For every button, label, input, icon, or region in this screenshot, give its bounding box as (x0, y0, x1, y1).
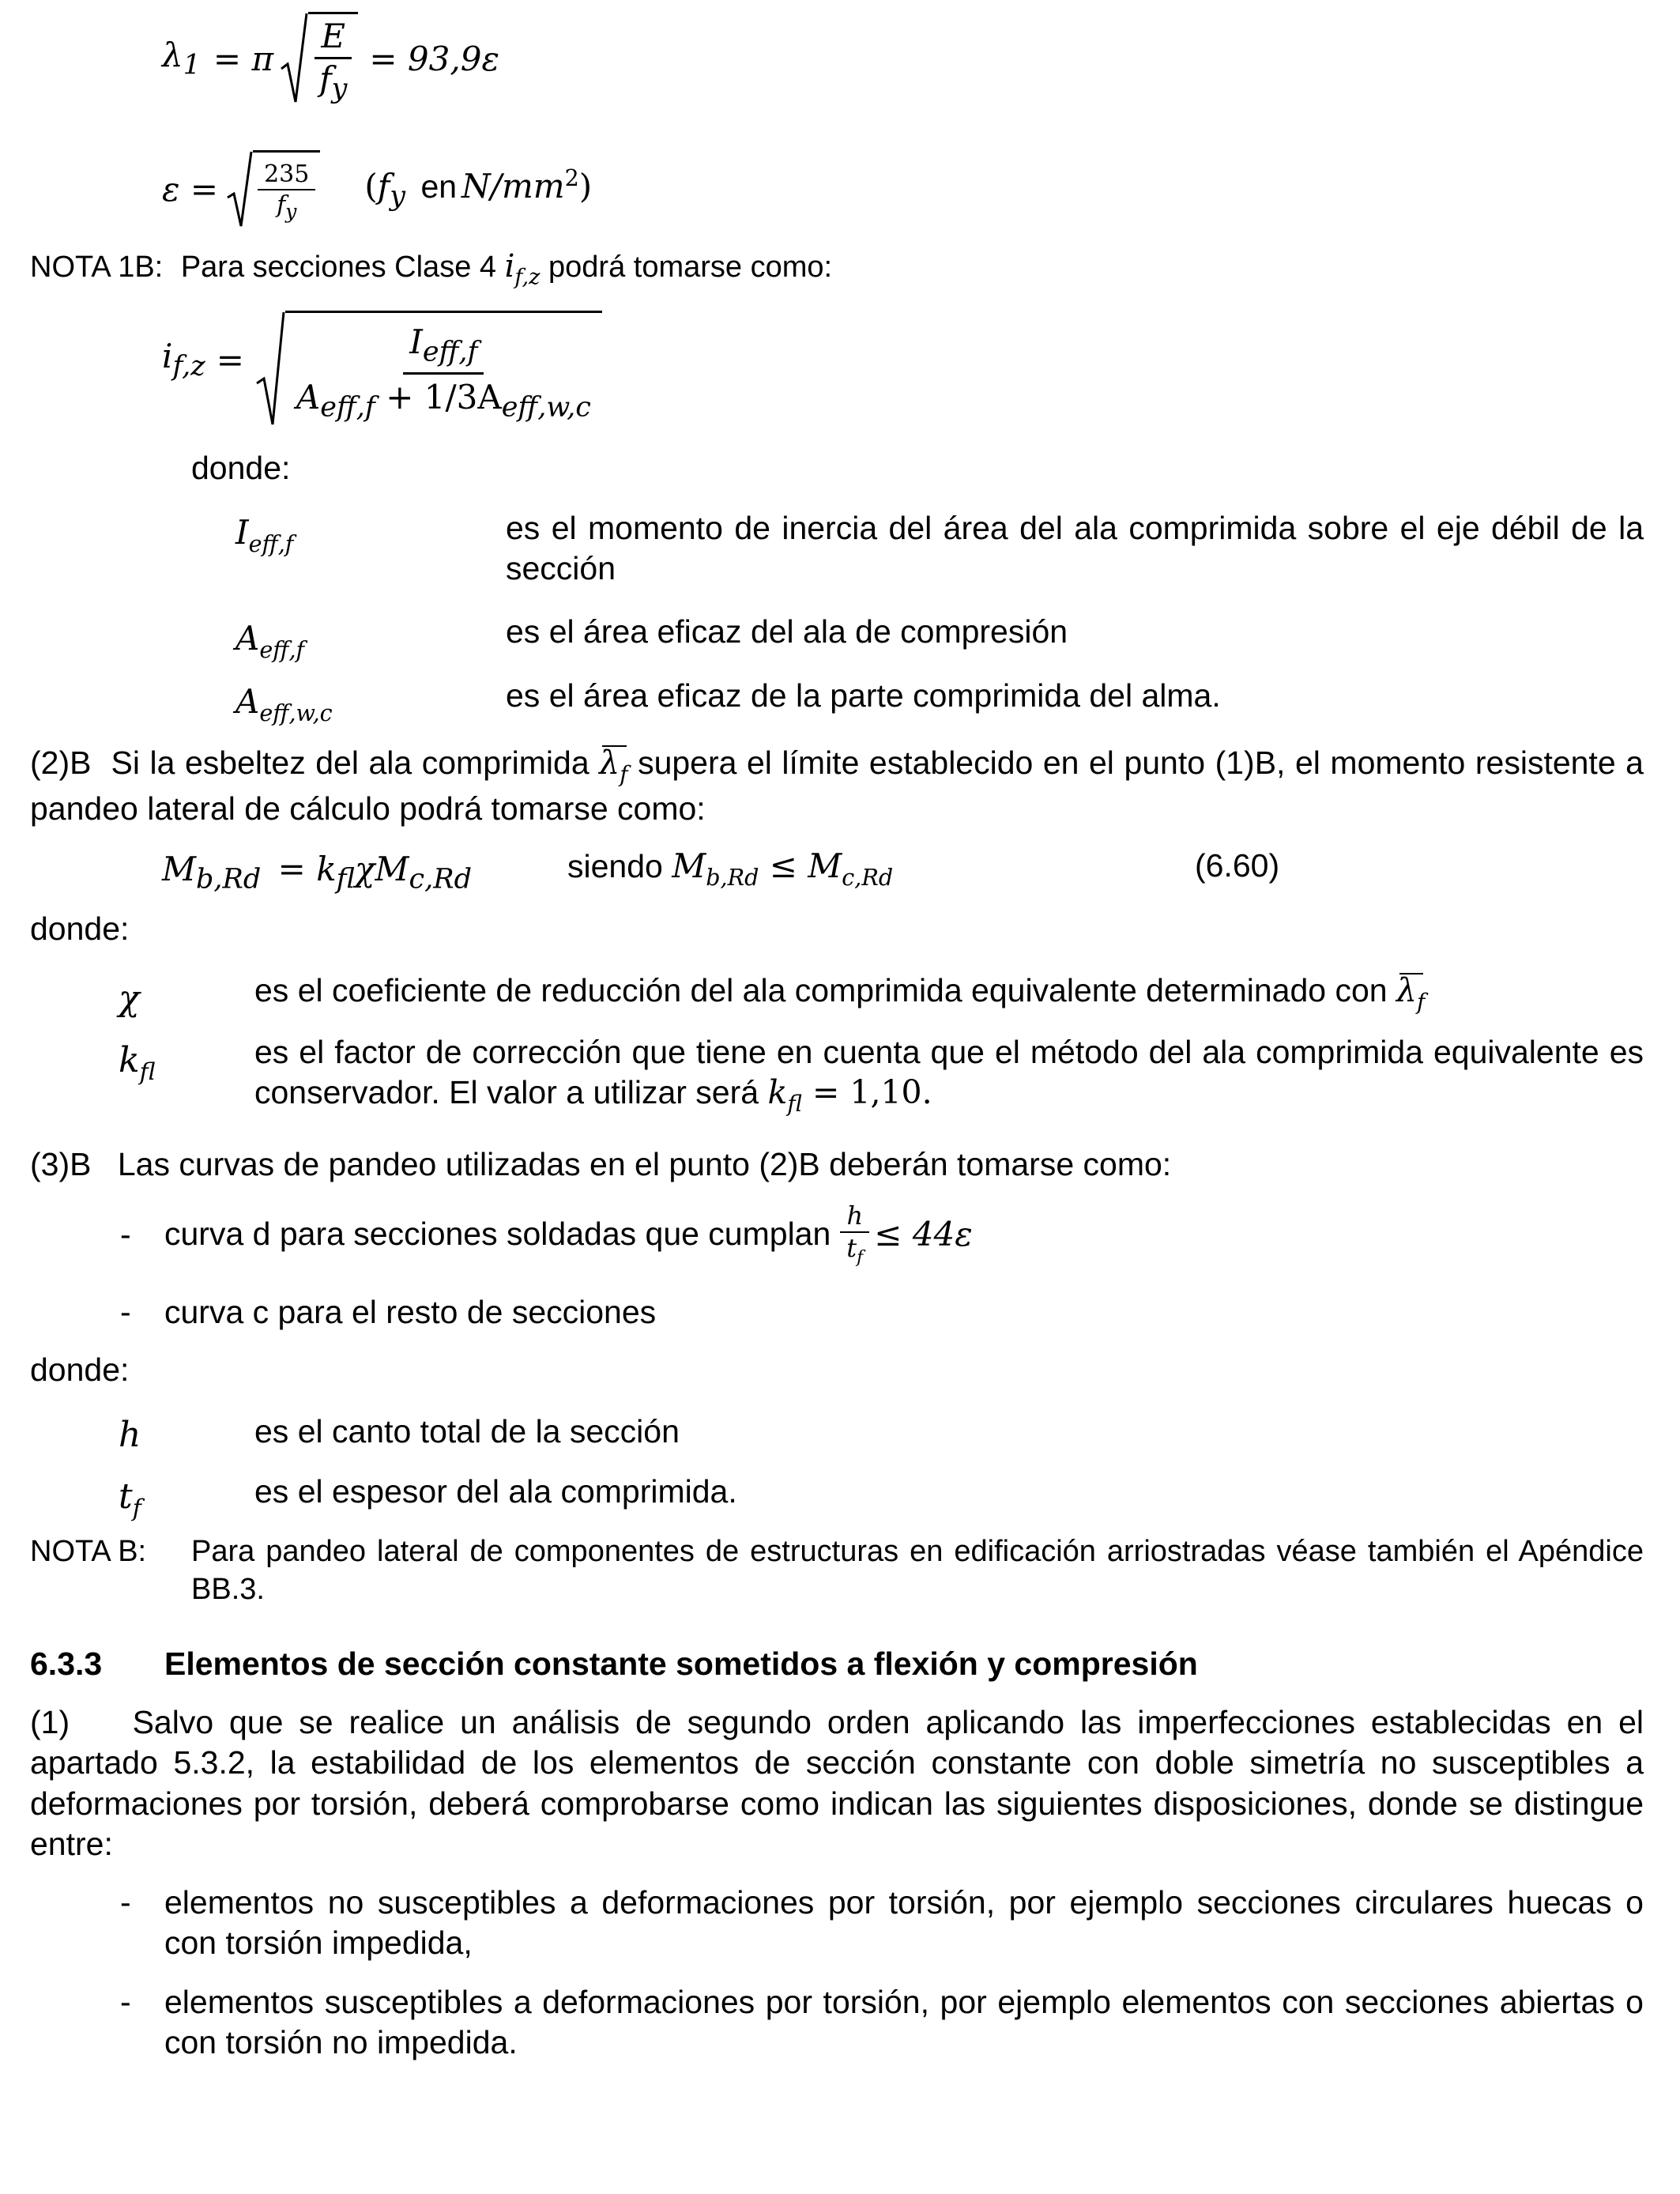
eq-lambda1-rhs: = 93,9ε (369, 39, 499, 78)
note-1b-label: NOTA 1B: (30, 251, 164, 284)
def-symbol-aeff-wc: $A_{eff,w,c}$ (235, 682, 333, 726)
eq-lambda1-num: E (315, 18, 352, 58)
radical-sign-icon (280, 12, 308, 107)
bullet-curva-d-text: curva d para secciones soldadas que cumplan (164, 1216, 831, 1253)
bullet-curva-d-tail: ≤ 44ε (874, 1214, 973, 1253)
equation-6-60-condition (567, 846, 893, 892)
bullet-curva-c: curva c para el resto de secciones (164, 1294, 657, 1330)
paragraph-2b-text: Si la esbeltez del ala comprimida (111, 745, 590, 781)
bullet-dash: - (120, 1984, 131, 2020)
eq-epsilon-num: 235 (258, 161, 315, 190)
section-number: 6.3.3 (30, 1646, 103, 1682)
equation-ifz (162, 310, 602, 428)
radical-sign-icon (226, 150, 253, 229)
radical-sign-icon (255, 311, 285, 428)
bullet-dash: - (120, 1216, 131, 1253)
def-text-chi: es el coeficiente de reducción del ala comprimida equivalente determinado con $\lambda_f$ (254, 971, 1426, 1015)
def-text-aeff-wc: es el área eficaz de la parte comprimida del alma. (506, 677, 1221, 714)
equation-6-60 (162, 849, 472, 897)
def-kfl-tail: $k_{fl} = 1,10$. (767, 1073, 932, 1117)
def-text-tf: es el espesor del ala comprimida. (254, 1473, 737, 1510)
eq-ifz-lhs: $i_{f,z}$ (162, 337, 205, 383)
def-text-ieff: es el momento de inercia del área del ala comprimida sobre el eje débil de la sección (506, 510, 1644, 587)
note-1b-text: Para secciones Clase 4 (180, 251, 497, 284)
equation-epsilon (162, 146, 592, 233)
donde-label-2: donde: (30, 910, 130, 947)
eq-epsilon-lhs: ε = (162, 169, 219, 209)
eq-660-siendo: siendo (567, 848, 663, 884)
eq-ifz-den: $A_{eff,f} + 1/3A_{eff,w,c}$ (296, 378, 591, 424)
paragraph-3b-label: (3)B (30, 1146, 92, 1182)
paragraph-1 (30, 1702, 1644, 1864)
def-symbol-tf: $t_f$ (119, 1476, 141, 1523)
paragraph-1-label: (1) (30, 1704, 70, 1740)
bullet-curva-d (164, 1195, 973, 1274)
bullet-dash: - (120, 1294, 131, 1330)
equation-number-6-60: (6.60) (1195, 847, 1280, 884)
eq-ifz-eq: = (216, 340, 244, 379)
def-text-h: es el canto total de la sección (254, 1413, 680, 1449)
paragraph-2b-label: (2)B (30, 745, 92, 781)
def-symbol-ieff: $I_{eff,f}$ (235, 513, 294, 557)
def-chi-tail-symbol: $\lambda_f$ (1396, 971, 1426, 1015)
section-title: Elementos de sección constante sometidos a flexión y compresión (164, 1646, 1198, 1682)
note-1b (30, 247, 832, 292)
note-b-text: Para pandeo lateral de componentes de estructuras en edificación arriostradas véase también el Apéndice BB.3. (191, 1535, 1644, 1606)
donde-label-1: donde: (191, 450, 291, 486)
eq-660-lhs: $M_{b,Rd}$ (162, 850, 262, 895)
def-symbol-aeff-f: $A_{eff,f}$ (235, 619, 305, 663)
bullet-no-susceptibles: elementos no susceptibles a deformaciones por torsión, por ejemplo secciones circulares huecas o con torsión impedida, (164, 1884, 1644, 1962)
equation-lambda1 (162, 12, 499, 107)
eq-lambda1-lhs: $\lambda_1$ (162, 36, 201, 81)
donde-label-3: donde: (30, 1351, 130, 1388)
paragraph-1-text: Salvo que se realice un análisis de segundo orden aplicando las imperfecciones establecidas en el apartado 5.3.2, la estabilidad de los elementos de sección constante con doble simetría no susceptibles a deformaciones por torsión, deberá comprobarse como indican las siguientes disposiciones, donde se distingue entre: (30, 1704, 1644, 1862)
paragraph-2b-symbol: $\lambda_f$ (599, 744, 628, 787)
def-symbol-kfl: $k_{fl}$ (119, 1040, 156, 1087)
eq-ifz-num: $I_{eff,f}$ (403, 324, 484, 375)
note-1b-symbol: $i_{f,z}$ (504, 248, 541, 290)
eq-lambda1-sqrt (280, 12, 358, 107)
paragraph-3b (30, 1144, 1171, 1185)
eq-660-condition: $M_{b,Rd} \le M_{c,Rd}$ (672, 846, 894, 891)
note-b-label: NOTA B: (30, 1535, 147, 1568)
bullet-curva-d-fraction: $\frac{h}{t_f}$ (840, 1202, 869, 1268)
eq-lambda1-eq: = π (213, 39, 274, 78)
bullet-dash: - (120, 1884, 131, 1921)
eq-lambda1-den: $f_y$ (319, 58, 348, 105)
def-symbol-h: h (119, 1415, 141, 1455)
paragraph-3b-text: Las curvas de pandeo utilizadas en el punto (2)B deberán tomarse como: (117, 1146, 1172, 1182)
paragraph-2b (30, 743, 1644, 829)
def-text-aeff-f: es el área eficaz del ala de compresión (506, 613, 1068, 650)
bullet-susceptibles: elementos susceptibles a deformaciones por torsión, por ejemplo elementos con secciones abiertas o con torsión no impedida. (164, 1984, 1644, 2061)
def-text-kfl: es el factor de corrección que tiene en cuenta que el método del ala comprimida equivalente es conservador. El valor a utilizar será $k_{fl} = 1,10$. (254, 1034, 1644, 1117)
def-symbol-chi: χ (119, 978, 140, 1019)
eq-660-rhs: = $k_{fl}\chi M_{c,Rd}$ (277, 850, 472, 895)
eq-epsilon-unit: ($f_y$ en $N/mm^2$) (364, 164, 593, 213)
eq-epsilon-den: $f_y$ (277, 190, 297, 223)
note-1b-text-after: podrá tomarse como: (548, 251, 833, 284)
eq-epsilon-sqrt (226, 150, 320, 229)
paragraph-2b-text-after: supera el límite establecido en el punto (1)B, el momento resistente a pandeo lateral de cálculo podrá tomarse como: (30, 745, 1644, 827)
eq-ifz-sqrt (255, 311, 602, 428)
